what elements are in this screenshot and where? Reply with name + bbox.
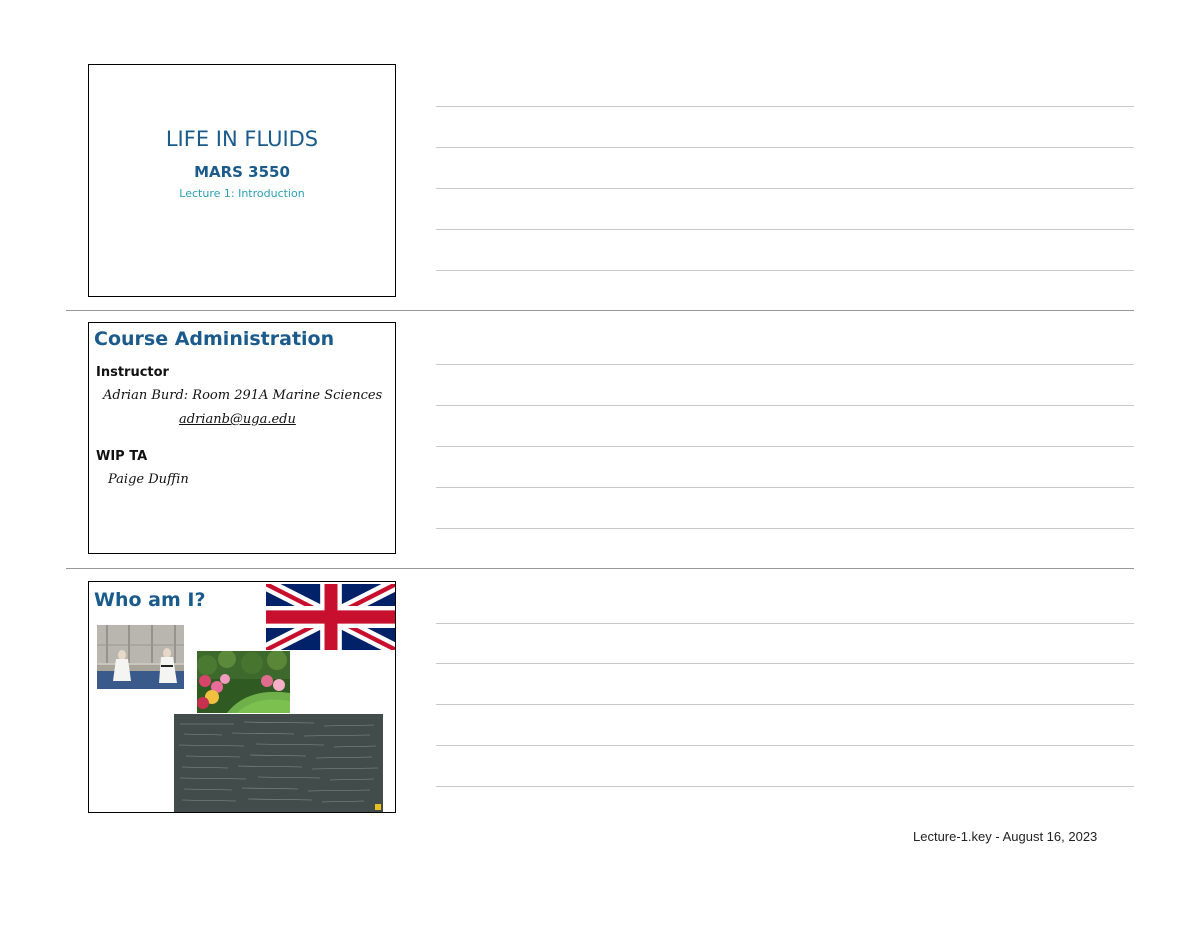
instructor-email[interactable]: adrianb@uga.edu: [179, 412, 296, 427]
slide-heading: Who am I?: [94, 589, 206, 611]
slide-separator: [66, 568, 1134, 569]
union-jack-icon: [266, 584, 396, 650]
note-line: [436, 487, 1134, 488]
note-line: [436, 364, 1134, 365]
note-line: [436, 270, 1134, 271]
note-line: [436, 745, 1134, 746]
note-line: [436, 188, 1134, 189]
slide-separator: [66, 310, 1134, 311]
note-line: [436, 663, 1134, 664]
instructor-label: Instructor: [96, 365, 169, 380]
martial-arts-photo-art: [97, 625, 184, 689]
slide-title: LIFE IN FLUIDS: [165, 127, 319, 151]
note-line: [436, 704, 1134, 705]
instructor-name: Adrian Burd: Room 291A Marine Sciences: [103, 388, 383, 403]
chalkboard-photo-art: [174, 714, 383, 812]
ta-name: Paige Duffin: [108, 472, 189, 487]
note-line: [436, 106, 1134, 107]
slide-heading: Course Administration: [94, 328, 335, 350]
ta-label: WIP TA: [96, 449, 148, 464]
note-line: [436, 405, 1134, 406]
chalkboard-photo: [174, 714, 383, 812]
note-line: [436, 229, 1134, 230]
note-line: [436, 623, 1134, 624]
martial-arts-photo: [97, 625, 184, 689]
note-line: [436, 786, 1134, 787]
union-jack-flag-image: [266, 584, 396, 650]
slide-1-thumbnail: [88, 64, 396, 297]
page-footer: Lecture-1.key - August 16, 2023: [913, 829, 1098, 844]
note-line: [436, 528, 1134, 529]
slide-2-thumbnail: [88, 322, 396, 554]
course-code: MARS 3550: [194, 163, 290, 181]
note-line: [436, 446, 1134, 447]
garden-photo: [197, 651, 290, 713]
slide-3-thumbnail: [88, 581, 396, 813]
note-line: [436, 147, 1134, 148]
garden-photo-art: [197, 651, 290, 713]
slide-subtitle: Lecture 1: Introduction: [179, 187, 305, 200]
